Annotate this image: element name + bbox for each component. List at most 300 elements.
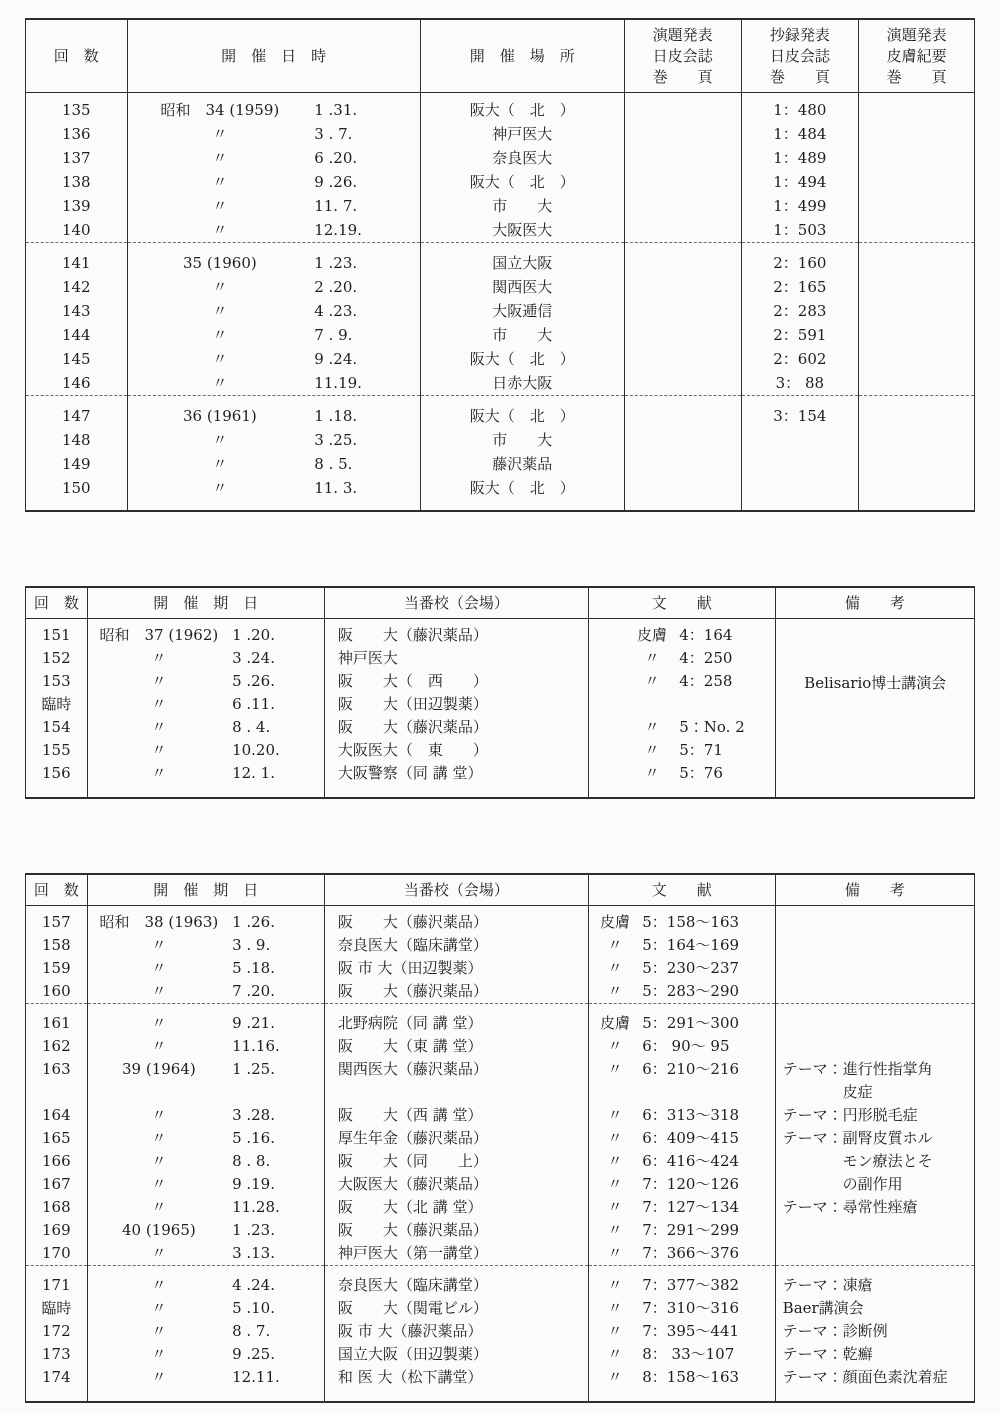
school-venue-cell: 阪 大（東 講 堂） bbox=[324, 1035, 588, 1058]
remarks-cell: テーマ：乾癬 bbox=[775, 1343, 974, 1366]
reference-source-mark: 〃 bbox=[644, 741, 660, 759]
table-row bbox=[26, 243, 975, 276]
reference-source-mark: 〃 bbox=[607, 1368, 623, 1386]
reference-value: 5：164～169 bbox=[642, 936, 740, 954]
month-day: 9 .26. bbox=[314, 173, 358, 191]
remarks-cell bbox=[775, 1004, 974, 1036]
date-cell bbox=[87, 1173, 324, 1196]
school-venue-cell: 神戸医大 bbox=[324, 647, 588, 670]
endai-ref-cell bbox=[624, 371, 741, 396]
table-row bbox=[26, 275, 975, 299]
kiyo-ref-cell bbox=[859, 194, 975, 218]
table-row bbox=[26, 716, 975, 739]
session-number: 156 bbox=[26, 762, 88, 798]
session-number: 140 bbox=[26, 218, 128, 243]
date-cell bbox=[127, 146, 420, 170]
session-number: 141 bbox=[26, 243, 128, 276]
reference-value: 7：395～441 bbox=[642, 1322, 740, 1340]
column-header-biko: 備 考 bbox=[775, 874, 974, 906]
shoroku-ref-cell: 2：591 bbox=[741, 323, 859, 347]
date-cell bbox=[87, 1058, 324, 1081]
date-cell bbox=[87, 1320, 324, 1343]
session-number: 臨時 bbox=[26, 1297, 88, 1320]
kiyo-ref-cell bbox=[859, 347, 975, 371]
session-number: 137 bbox=[26, 146, 128, 170]
month-day: 9 .25. bbox=[232, 1345, 275, 1363]
date-cell bbox=[87, 1366, 324, 1402]
year-label: 〃 bbox=[151, 1129, 167, 1147]
year-label: 〃 bbox=[151, 1014, 167, 1032]
month-day: 1 .23. bbox=[232, 1221, 275, 1239]
year-label: 〃 bbox=[151, 1198, 167, 1216]
table-row bbox=[26, 1104, 975, 1127]
month-day: 12.19. bbox=[314, 221, 362, 239]
reference-cell bbox=[588, 1081, 775, 1104]
reference-source-mark: 〃 bbox=[644, 649, 660, 667]
reference-cell bbox=[588, 934, 775, 957]
kiyo-ref-cell bbox=[859, 243, 975, 276]
school-venue-cell bbox=[324, 1081, 588, 1104]
shoroku-ref-cell: 2：165 bbox=[741, 275, 859, 299]
year-label: 〃 bbox=[212, 149, 228, 167]
month-day: 1 .31. bbox=[314, 101, 358, 119]
table-row bbox=[26, 619, 975, 648]
reference-value: 5：291～300 bbox=[642, 1014, 740, 1032]
year-label: 〃 bbox=[151, 936, 167, 954]
year-label: 〃 bbox=[212, 125, 228, 143]
table-row bbox=[26, 93, 975, 123]
year-label: 〃 bbox=[151, 1345, 167, 1363]
year-label: 昭和 38 (1963) bbox=[99, 913, 219, 931]
reference-source-mark: 〃 bbox=[607, 1106, 623, 1124]
school-venue-cell: 阪 市 大（田辺製薬） bbox=[324, 957, 588, 980]
date-cell bbox=[87, 1081, 324, 1104]
table-row bbox=[26, 739, 975, 762]
endai-ref-cell bbox=[624, 347, 741, 371]
date-cell bbox=[127, 122, 420, 146]
endai-ref-cell bbox=[624, 194, 741, 218]
reference-cell bbox=[588, 1104, 775, 1127]
venue-cell: 阪大（ 北 ） bbox=[420, 170, 624, 194]
school-venue-cell: 国立大阪（田辺製薬） bbox=[324, 1343, 588, 1366]
date-cell bbox=[127, 194, 420, 218]
reference-value: 8：158～163 bbox=[642, 1368, 740, 1386]
reference-cell bbox=[588, 619, 775, 648]
remarks-cell: モン療法とそ bbox=[775, 1150, 974, 1173]
school-venue-cell: 大阪医大（ 東 ） bbox=[324, 739, 588, 762]
month-day: 3 .28. bbox=[232, 1106, 275, 1124]
session-number: 170 bbox=[26, 1242, 88, 1266]
reference-source-mark: 〃 bbox=[607, 1221, 623, 1239]
reference-source-mark: 皮膚 bbox=[599, 1014, 630, 1032]
table3-header bbox=[26, 874, 975, 906]
session-number: 161 bbox=[26, 1004, 88, 1036]
date-cell bbox=[87, 1127, 324, 1150]
year-label: 〃 bbox=[212, 221, 228, 239]
endai-ref-cell bbox=[624, 275, 741, 299]
date-cell bbox=[127, 218, 420, 243]
month-day: 1 .26. bbox=[232, 913, 275, 931]
month-day: 11. 3. bbox=[314, 479, 358, 497]
reference-cell bbox=[588, 1320, 775, 1343]
date-cell bbox=[87, 739, 324, 762]
column-header-bunken: 文 献 bbox=[588, 587, 775, 619]
year-label: 〃 bbox=[151, 1368, 167, 1386]
month-day: 9 .24. bbox=[314, 350, 358, 368]
date-cell bbox=[127, 93, 420, 123]
table-row bbox=[26, 1219, 975, 1242]
reference-cell bbox=[588, 1366, 775, 1402]
year-label: 〃 bbox=[212, 197, 228, 215]
month-day: 7 .20. bbox=[232, 982, 275, 1000]
session-number: 160 bbox=[26, 980, 88, 1004]
school-venue-cell: 阪 大（関電ビル） bbox=[324, 1297, 588, 1320]
reference-source-mark: 〃 bbox=[607, 959, 623, 977]
month-day: 11.16. bbox=[232, 1037, 280, 1055]
venue-cell: 奈良医大 bbox=[420, 146, 624, 170]
date-cell bbox=[127, 428, 420, 452]
reference-source-mark: 〃 bbox=[607, 1152, 623, 1170]
venue-cell: 阪大（ 北 ） bbox=[420, 476, 624, 511]
remarks-cell bbox=[775, 1242, 974, 1266]
year-label: 〃 bbox=[151, 1322, 167, 1340]
table-row bbox=[26, 1343, 975, 1366]
reference-cell bbox=[588, 1196, 775, 1219]
month-day: 3 . 9. bbox=[232, 936, 271, 954]
reference-value: 6：416～424 bbox=[642, 1152, 740, 1170]
year-label: 〃 bbox=[151, 959, 167, 977]
month-day: 6 .11. bbox=[232, 695, 275, 713]
kiyo-ref-cell bbox=[859, 299, 975, 323]
reference-source-mark: 〃 bbox=[607, 936, 623, 954]
session-number: 144 bbox=[26, 323, 128, 347]
session-number: 174 bbox=[26, 1366, 88, 1402]
remarks-cell: テーマ：顔面色素沈着症 bbox=[775, 1366, 974, 1402]
reference-cell bbox=[588, 1343, 775, 1366]
table-row bbox=[26, 693, 975, 716]
kiyo-ref-cell bbox=[859, 452, 975, 476]
month-day: 9 .19. bbox=[232, 1175, 275, 1193]
reference-source-mark: 〃 bbox=[607, 1175, 623, 1193]
school-venue-cell: 関西医大（藤沢薬品） bbox=[324, 1058, 588, 1081]
month-day: 6 .20. bbox=[314, 149, 358, 167]
year-label: 〃 bbox=[151, 1037, 167, 1055]
table-row bbox=[26, 1320, 975, 1343]
table-row bbox=[26, 1196, 975, 1219]
date-cell bbox=[127, 323, 420, 347]
table-row bbox=[26, 1173, 975, 1196]
session-number: 136 bbox=[26, 122, 128, 146]
date-cell bbox=[87, 1004, 324, 1036]
year-label: 〃 bbox=[151, 1175, 167, 1193]
date-cell bbox=[87, 957, 324, 980]
column-header-school: 当番校（会場） bbox=[324, 874, 588, 906]
school-venue-cell: 阪 大（藤沢薬品） bbox=[324, 619, 588, 648]
session-number: 151 bbox=[26, 619, 88, 648]
date-cell bbox=[127, 299, 420, 323]
table-row bbox=[26, 347, 975, 371]
year-label: 昭和 37 (1962) bbox=[99, 626, 219, 644]
table3-body bbox=[26, 906, 975, 1403]
column-header-date: 開 催 期 日 bbox=[87, 587, 324, 619]
reference-value: 4：250 bbox=[679, 649, 733, 667]
date-cell bbox=[87, 670, 324, 693]
year-label: 36 (1961) bbox=[183, 407, 257, 425]
reference-value: 5：76 bbox=[679, 764, 723, 782]
reference-value: 8： 33～107 bbox=[642, 1345, 735, 1363]
session-number: 158 bbox=[26, 934, 88, 957]
reference-value: 5：230～237 bbox=[642, 959, 740, 977]
column-header-session-no: 回 数 bbox=[26, 19, 128, 93]
school-venue-cell: 阪 大（ 西 ） bbox=[324, 670, 588, 693]
remarks-cell bbox=[775, 906, 974, 935]
session-number: 138 bbox=[26, 170, 128, 194]
year-label: 昭和 34 (1959) bbox=[160, 101, 280, 119]
reference-value: 6：409～415 bbox=[642, 1129, 740, 1147]
kiyo-ref-cell bbox=[859, 275, 975, 299]
date-cell bbox=[127, 371, 420, 396]
table2-wrapper bbox=[25, 586, 975, 799]
endai-ref-cell bbox=[624, 93, 741, 123]
year-label: 40 (1965) bbox=[122, 1221, 196, 1239]
table-row bbox=[26, 194, 975, 218]
table-row bbox=[26, 428, 975, 452]
month-day: 11.28. bbox=[232, 1198, 280, 1216]
shoroku-ref-cell: 3：154 bbox=[741, 396, 859, 429]
table-row bbox=[26, 957, 975, 980]
remarks-cell: テーマ：診断例 bbox=[775, 1320, 974, 1343]
table3-wrapper bbox=[25, 873, 975, 1403]
reference-value: 5：No. 2 bbox=[679, 718, 745, 736]
reference-source-mark: 〃 bbox=[607, 1198, 623, 1216]
endai-ref-cell bbox=[624, 452, 741, 476]
month-day: 11. 7. bbox=[314, 197, 358, 215]
date-cell bbox=[127, 243, 420, 276]
date-cell bbox=[87, 1035, 324, 1058]
session-number: 148 bbox=[26, 428, 128, 452]
remarks-cell bbox=[775, 1035, 974, 1058]
year-label: 〃 bbox=[212, 173, 228, 191]
reference-value: 6：313～318 bbox=[642, 1106, 740, 1124]
reference-cell bbox=[588, 1173, 775, 1196]
date-cell bbox=[127, 396, 420, 429]
school-venue-cell: 阪 市 大（藤沢薬品） bbox=[324, 1320, 588, 1343]
endai-ref-cell bbox=[624, 428, 741, 452]
table-row bbox=[26, 371, 975, 396]
reference-value: 5：71 bbox=[679, 741, 723, 759]
year-label: 〃 bbox=[212, 479, 228, 497]
reference-source-mark: 〃 bbox=[607, 1322, 623, 1340]
reference-value: 7：120～126 bbox=[642, 1175, 740, 1193]
reference-value: 5：283～290 bbox=[642, 982, 740, 1000]
venue-cell: 阪大（ 北 ） bbox=[420, 396, 624, 429]
table-row bbox=[26, 122, 975, 146]
shoroku-ref-cell bbox=[741, 428, 859, 452]
date-cell bbox=[87, 716, 324, 739]
month-day: 3 . 7. bbox=[314, 125, 353, 143]
reference-value: 6： 90～ 95 bbox=[642, 1037, 730, 1055]
shoroku-ref-cell: 1：489 bbox=[741, 146, 859, 170]
table2-header bbox=[26, 587, 975, 619]
reference-cell bbox=[588, 739, 775, 762]
year-label: 〃 bbox=[212, 350, 228, 368]
venue-cell: 大阪医大 bbox=[420, 218, 624, 243]
kiyo-ref-cell bbox=[859, 476, 975, 511]
shoroku-ref-cell: 2：602 bbox=[741, 347, 859, 371]
session-number: 146 bbox=[26, 371, 128, 396]
month-day: 4 .24. bbox=[232, 1276, 275, 1294]
table-row bbox=[26, 1297, 975, 1320]
year-label: 〃 bbox=[151, 1244, 167, 1262]
month-day: 1 .20. bbox=[232, 626, 275, 644]
remarks-cell bbox=[775, 957, 974, 980]
session-number: 173 bbox=[26, 1343, 88, 1366]
endai-ref-cell bbox=[624, 299, 741, 323]
school-venue-cell: 大阪医大（藤沢薬品） bbox=[324, 1173, 588, 1196]
endai-ref-cell bbox=[624, 122, 741, 146]
date-cell bbox=[87, 1266, 324, 1298]
month-day: 3 .25. bbox=[314, 431, 358, 449]
year-label: 〃 bbox=[151, 1152, 167, 1170]
venue-cell: 阪大（ 北 ） bbox=[420, 93, 624, 123]
reference-cell bbox=[588, 716, 775, 739]
venue-cell: 市 大 bbox=[420, 323, 624, 347]
reference-cell bbox=[588, 980, 775, 1004]
remarks-cell bbox=[775, 693, 974, 716]
remarks-cell: テーマ：尋常性痤瘡 bbox=[775, 1196, 974, 1219]
venue-cell: 国立大阪 bbox=[420, 243, 624, 276]
kiyo-ref-cell bbox=[859, 323, 975, 347]
reference-cell bbox=[588, 1219, 775, 1242]
school-venue-cell: 北野病院（同 講 堂） bbox=[324, 1004, 588, 1036]
year-label: 〃 bbox=[151, 1299, 167, 1317]
reference-cell bbox=[588, 1004, 775, 1036]
remarks-cell bbox=[775, 1219, 974, 1242]
endai-ref-cell bbox=[624, 218, 741, 243]
reference-source-mark: 〃 bbox=[607, 1060, 623, 1078]
shoroku-ref-cell: 1：503 bbox=[741, 218, 859, 243]
session-number: 139 bbox=[26, 194, 128, 218]
column-header-place: 開 催 場 所 bbox=[420, 19, 624, 93]
table-row bbox=[26, 170, 975, 194]
session-number: 164 bbox=[26, 1104, 88, 1127]
table-row bbox=[26, 1004, 975, 1036]
year-label: 〃 bbox=[151, 649, 167, 667]
year-label: 〃 bbox=[212, 374, 228, 392]
year-label: 〃 bbox=[151, 764, 167, 782]
column-header-session-no: 回 数 bbox=[26, 587, 88, 619]
session-number: 157 bbox=[26, 906, 88, 935]
table-row bbox=[26, 647, 975, 670]
table-row bbox=[26, 906, 975, 935]
kiyo-ref-cell bbox=[859, 122, 975, 146]
month-day: 4 .23. bbox=[314, 302, 358, 320]
session-number: 149 bbox=[26, 452, 128, 476]
remarks-note-belisario: Belisario博士講演会 bbox=[804, 674, 947, 692]
shoroku-ref-cell: 1：484 bbox=[741, 122, 859, 146]
shoroku-ref-cell: 2：160 bbox=[741, 243, 859, 276]
date-cell bbox=[87, 647, 324, 670]
school-venue-cell: 阪 大（藤沢薬品） bbox=[324, 906, 588, 935]
table-row bbox=[26, 1150, 975, 1173]
session-number: 167 bbox=[26, 1173, 88, 1196]
table-row bbox=[26, 323, 975, 347]
remarks-cell: 皮症 bbox=[775, 1081, 974, 1104]
year-label: 〃 bbox=[212, 455, 228, 473]
school-venue-cell: 神戸医大（第一講堂） bbox=[324, 1242, 588, 1266]
remarks-cell bbox=[775, 619, 974, 648]
reference-cell bbox=[588, 1266, 775, 1298]
shoroku-ref-cell: 1：499 bbox=[741, 194, 859, 218]
remarks-cell bbox=[775, 716, 974, 739]
reference-source-mark: 〃 bbox=[607, 1129, 623, 1147]
year-label: 〃 bbox=[151, 741, 167, 759]
session-number: 150 bbox=[26, 476, 128, 511]
date-cell bbox=[87, 1343, 324, 1366]
reference-source-mark: 〃 bbox=[607, 1345, 623, 1363]
session-number: 172 bbox=[26, 1320, 88, 1343]
reference-value: 7：366～376 bbox=[642, 1244, 740, 1262]
reference-source-mark: 〃 bbox=[607, 1276, 623, 1294]
reference-value: 7：291～299 bbox=[642, 1221, 740, 1239]
venue-cell: 市 大 bbox=[420, 194, 624, 218]
reference-cell bbox=[588, 1297, 775, 1320]
school-venue-cell: 阪 大（西 講 堂） bbox=[324, 1104, 588, 1127]
session-number: 143 bbox=[26, 299, 128, 323]
table-row bbox=[26, 476, 975, 511]
date-cell bbox=[87, 980, 324, 1004]
month-day: 5 .18. bbox=[232, 959, 275, 977]
month-day: 3 .24. bbox=[232, 649, 275, 667]
column-header-bunken: 文 献 bbox=[588, 874, 775, 906]
endai-ref-cell bbox=[624, 323, 741, 347]
remarks-cell: テーマ：円形脱毛症 bbox=[775, 1104, 974, 1127]
reference-cell bbox=[588, 762, 775, 798]
school-venue-cell: 阪 大（藤沢薬品） bbox=[324, 980, 588, 1004]
column-header-date: 開 催 期 日 bbox=[87, 874, 324, 906]
session-number: 166 bbox=[26, 1150, 88, 1173]
endai-ref-cell bbox=[624, 170, 741, 194]
month-day: 3 .13. bbox=[232, 1244, 275, 1262]
remarks-cell bbox=[775, 934, 974, 957]
session-table-1959-1961 bbox=[25, 18, 975, 512]
remarks-cell: テーマ：進行性指掌角 bbox=[775, 1058, 974, 1081]
table-row bbox=[26, 1266, 975, 1298]
year-label: 35 (1960) bbox=[183, 254, 257, 272]
kiyo-ref-cell bbox=[859, 371, 975, 396]
kiyo-ref-cell bbox=[859, 218, 975, 243]
venue-cell: 市 大 bbox=[420, 428, 624, 452]
date-cell bbox=[87, 762, 324, 798]
reference-value: 4：258 bbox=[679, 672, 733, 690]
date-cell bbox=[127, 452, 420, 476]
month-day: 8 . 5. bbox=[314, 455, 353, 473]
month-day: 8 . 7. bbox=[232, 1322, 271, 1340]
table-row bbox=[26, 980, 975, 1004]
session-number: 135 bbox=[26, 93, 128, 123]
month-day: 12. 1. bbox=[232, 764, 275, 782]
session-number: 169 bbox=[26, 1219, 88, 1242]
reference-source-mark: 皮膚 bbox=[599, 913, 630, 931]
year-label: 〃 bbox=[151, 1276, 167, 1294]
date-cell bbox=[87, 1150, 324, 1173]
reference-cell bbox=[588, 693, 775, 716]
reference-cell bbox=[588, 670, 775, 693]
session-number: 163 bbox=[26, 1058, 88, 1081]
session-number: 142 bbox=[26, 275, 128, 299]
reference-source-mark: 皮膚 bbox=[636, 626, 667, 644]
session-number: 159 bbox=[26, 957, 88, 980]
